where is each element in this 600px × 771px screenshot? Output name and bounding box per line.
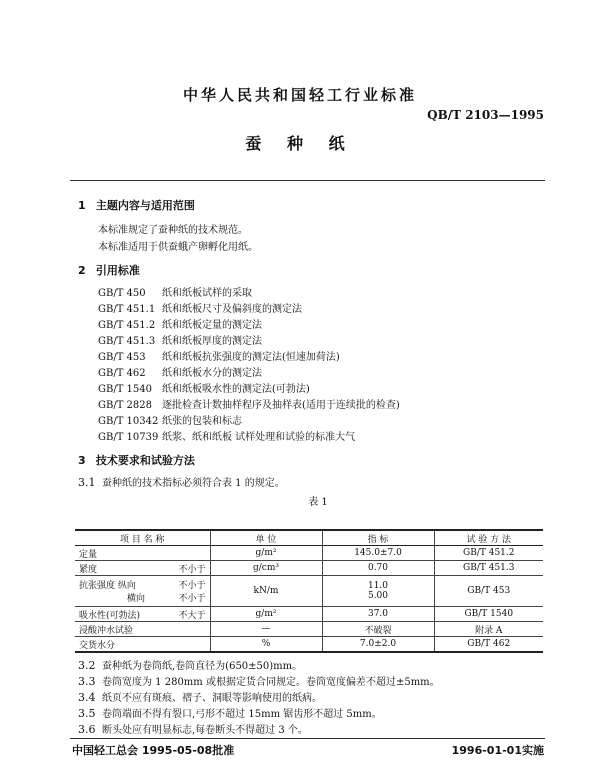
reference-item (98, 316, 262, 331)
unit-cell: g/m² (210, 607, 322, 622)
item-name: 定量 (79, 549, 98, 560)
section-title: 引用标准 (95, 264, 140, 277)
section-3-heading (78, 452, 195, 468)
item-name: 吸水性(可勃法) (79, 610, 141, 621)
reference-title: 纸和纸板定量的测定法 (162, 320, 262, 331)
item-line (79, 578, 206, 591)
top-divider (70, 180, 545, 181)
reference-title: 逐批检查计数抽样程序及抽样表(适用于连续批的检查) (162, 400, 400, 411)
reference-code: GB/T 451.2 (98, 320, 156, 331)
clause-number: 3.5 (78, 707, 96, 720)
reference-code: GB/T 453 (98, 352, 146, 363)
specification-table (75, 529, 543, 653)
table-row (75, 576, 543, 607)
method-cell: 附录 A (434, 622, 543, 637)
value-line: 11.0 (367, 581, 389, 591)
unit-cell: g/m² (210, 546, 322, 561)
item-condition: 不小于 (178, 594, 206, 604)
item-name: 抗张强度 纵向 (79, 581, 136, 591)
item-name: 交货水分 (79, 640, 116, 651)
column-header: 指 标 (322, 530, 434, 546)
reference-item (98, 412, 242, 427)
reference-code: GB/T 450 (98, 288, 146, 299)
reference-title: 纸和纸板尺寸及偏斜度的测定法 (162, 304, 302, 315)
reference-code: GB/T 462 (98, 368, 146, 379)
reference-item (98, 348, 340, 363)
item-cell (75, 637, 210, 653)
value-cell: 145.0±7.0 (322, 546, 434, 561)
reference-code: GB/T 451.1 (98, 304, 156, 315)
clause-number: 3.6 (78, 723, 96, 736)
clause (78, 673, 440, 688)
clause (78, 657, 302, 672)
value-cell: 7.0±2.0 (322, 637, 434, 653)
clause-number: 3.3 (78, 675, 96, 688)
clause-number: 3.1 (78, 476, 96, 489)
method-cell: GB/T 451.3 (434, 561, 543, 576)
clause-number: 3.4 (78, 691, 96, 704)
section-number: 1 (78, 199, 86, 212)
reference-code: GB/T 451.3 (98, 336, 156, 347)
method-cell: GB/T 453 (434, 576, 543, 607)
section-title: 主题内容与适用范围 (95, 199, 195, 212)
item-cell (75, 546, 210, 561)
method-cell: GB/T 1540 (434, 607, 543, 622)
reference-code: GB/T 1540 (98, 384, 153, 395)
reference-item (98, 300, 302, 315)
clause-3-1 (78, 474, 285, 489)
section-number: 3 (78, 454, 86, 467)
document-title: 蚕 种 纸 (245, 134, 355, 153)
clause (78, 721, 308, 736)
section-1-line: 本标准规定了蚕种纸的技术规范。 (98, 225, 248, 236)
value-cell: 37.0 (322, 607, 434, 622)
reference-code: GB/T 10739 (98, 432, 159, 443)
item-cell (75, 622, 210, 637)
column-header: 单 位 (210, 530, 322, 546)
item-cell (75, 607, 210, 622)
section-title: 技术要求和试验方法 (95, 454, 195, 467)
table-header-row (75, 530, 543, 546)
clause (78, 689, 322, 704)
method-cell: GB/T 451.2 (434, 546, 543, 561)
effective-date: 1996-01-01实施 (451, 744, 544, 757)
reference-title: 纸和纸板抗张强度的测定法(恒速加荷法) (162, 352, 340, 363)
table-row (75, 561, 543, 576)
unit-cell: kN/m (210, 576, 322, 607)
item-name: 横向 (127, 594, 146, 604)
clause-text: 纸页不应有斑痕、褶子、洞眼等影响使用的纸病。 (102, 693, 322, 704)
reference-item (98, 380, 310, 395)
item-name: 紧度 (79, 564, 98, 575)
reference-title: 纸和纸板水分的测定法 (162, 368, 262, 379)
clause (78, 705, 382, 720)
standard-code: QB/T 2103—1995 (427, 108, 544, 122)
approval-note: 中国轻工总会 1995-05-08批准 (72, 744, 235, 757)
reference-title: 纸和纸板试样的采取 (162, 288, 252, 299)
column-header: 试 验 方 法 (434, 530, 543, 546)
reference-item (98, 396, 400, 411)
item-cell (75, 561, 210, 576)
clause-text: 蚕种纸为卷筒纸,卷筒直径为(650±50)mm。 (102, 661, 303, 672)
reference-item (98, 428, 355, 443)
table-row (75, 622, 543, 637)
section-1-line: 本标准适用于供蚕蛾产卵孵化用纸。 (98, 242, 258, 253)
reference-title: 纸和纸板吸水性的测定法(可勃法) (162, 384, 310, 395)
clause-text: 卷筒端面不得有裂口,弓形不超过 15mm 锯齿形不超过 5mm。 (102, 709, 382, 720)
standard-title: 中华人民共和国轻工行业标准 (182, 86, 417, 104)
clause-text: 蚕种纸的技术指标必须符合表 1 的规定。 (102, 478, 285, 489)
item-name: 浸酸冲水试验 (79, 625, 134, 636)
reference-item (98, 332, 262, 347)
section-number: 2 (78, 264, 86, 277)
item-condition: 不大于 (178, 610, 206, 621)
reference-title: 纸浆、纸和纸板 试样处理和试验的标准大气 (162, 432, 356, 443)
reference-code: GB/T 2828 (98, 400, 153, 411)
table-row (75, 607, 543, 622)
reference-item (98, 284, 252, 299)
reference-code: GB/T 10342 (98, 416, 159, 427)
reference-title: 纸张的包装和标志 (162, 416, 242, 427)
column-header: 项 目 名 称 (75, 530, 210, 546)
unit-cell: — (210, 622, 322, 637)
method-cell: GB/T 462 (434, 637, 543, 653)
reference-title: 纸和纸板厚度的测定法 (162, 336, 262, 347)
clause-text: 卷筒宽度为 1 280mm 或根据定货合同规定。卷筒宽度偏差不超过±5mm。 (102, 677, 440, 688)
value-cell: 不破裂 (322, 622, 434, 637)
unit-cell: g/cm³ (210, 561, 322, 576)
table-caption: 表 1 (308, 497, 328, 508)
item-cell (75, 576, 210, 607)
bottom-divider (70, 738, 545, 739)
section-1-heading (78, 197, 195, 213)
unit-cell: % (210, 637, 322, 653)
section-2-heading (78, 262, 140, 278)
item-condition: 不小于 (178, 581, 206, 591)
value-line: 5.00 (367, 591, 389, 601)
item-condition: 不小于 (178, 564, 206, 575)
table-row (75, 546, 543, 561)
clause-number: 3.2 (78, 659, 96, 672)
value-cell (322, 576, 434, 607)
table-row (75, 637, 543, 653)
value-cell: 0.70 (322, 561, 434, 576)
reference-item (98, 364, 262, 379)
clause-text: 断头处应有明显标志,每卷断头不得超过 3 个。 (102, 725, 308, 736)
item-line (79, 591, 206, 604)
